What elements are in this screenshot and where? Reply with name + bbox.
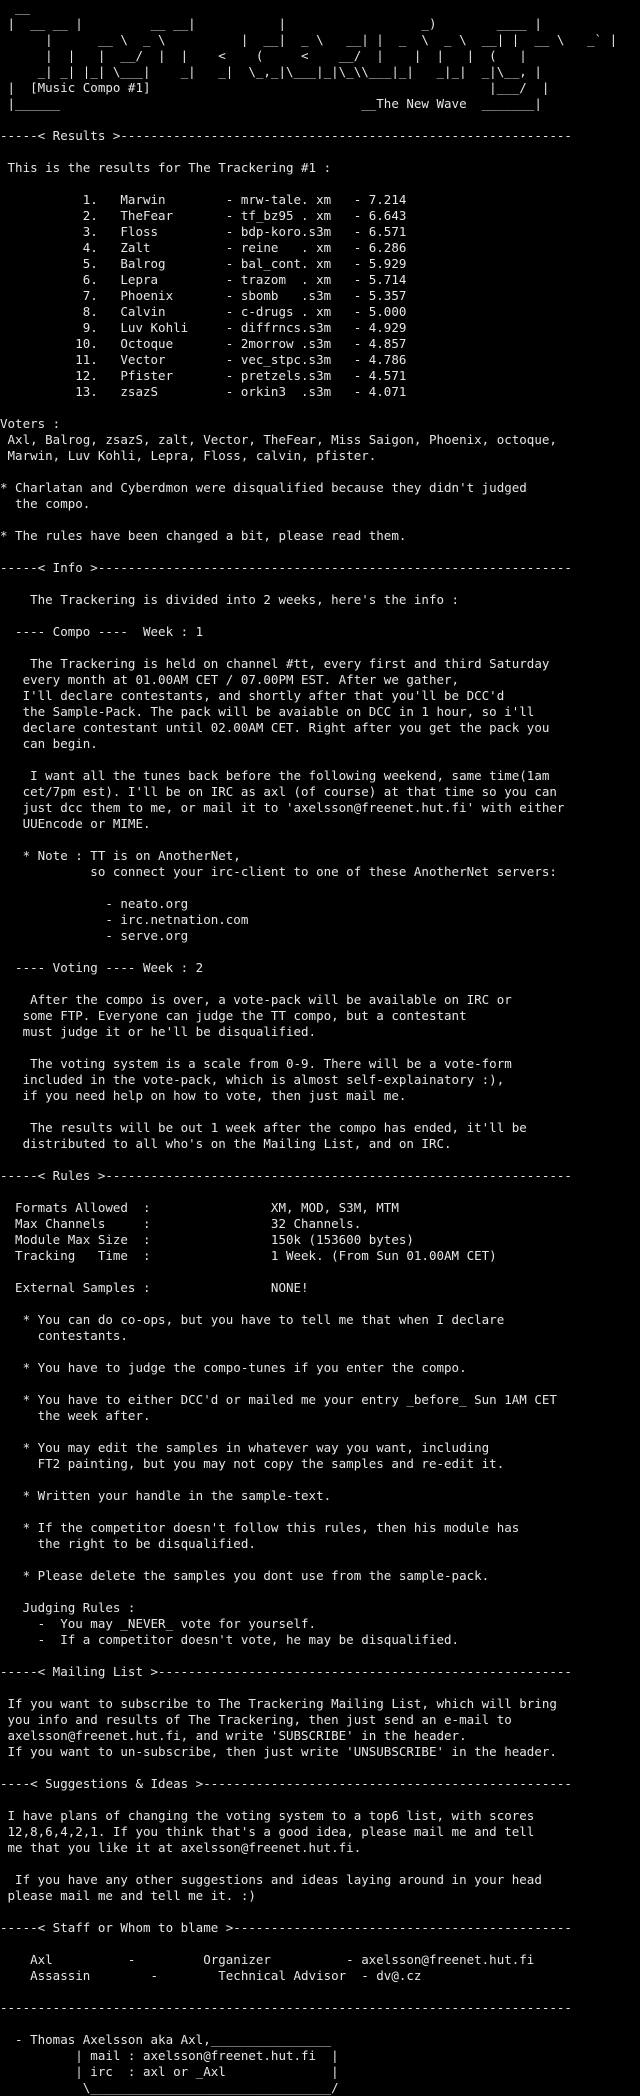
text-line: __ [0,0,535,15]
text-line: 10. Octoque - 2morrow .s3m - 4.857 [0,336,407,351]
text-line: The Trackering is divided into 2 weeks, here's the info : [0,592,460,607]
text-line: I have plans of changing the voting system to a top6 list, with scores [0,1808,535,1823]
text-line: axelsson@freenet.hut.fi, and write 'SUBSCRIBE' in the header. [0,1728,467,1743]
text-line: 6. Lepra - trazom . xm - 5.714 [0,272,407,287]
text-line: Formats Allowed : XM, MOD, S3M, MTM [0,1200,399,1215]
text-line: I'll declare contestants, and shortly after that you'll be DCC'd [0,688,505,703]
text-line: I want all the tunes back before the following weekend, same time(1am [0,768,550,783]
text-line: | __ __ | __ __| | _) ____ | [0,16,542,31]
text-line: 2. TheFear - tf_bz95 . xm - 6.643 [0,208,407,223]
text-line: If you want to un-subscribe, then just write 'UNSUBSCRIBE' in the header. [0,1744,557,1759]
text-line: Module Max Size : 150k (153600 bytes) [0,1232,414,1247]
text-line: | __ \ _ \ | __| _ \ __| | _ \ _ \ __| | __ \ _` | [0,32,618,47]
text-line: * Please delete the samples you dont use from the sample-pack. [0,1568,490,1583]
text-line: declare contestant until 02.00AM CET. Right after you get the pack you [0,720,550,735]
text-line: 4. Zalt - reine . xm - 6.286 [0,240,407,255]
text-line: -----< Rules >-------------------------------------------------------------- [0,1168,572,1183]
text-line: 7. Phoenix - sbomb .s3m - 5.357 [0,288,407,303]
text-line: After the compo is over, a vote-pack will be available on IRC or [0,992,512,1007]
text-line: Axl, Balrog, zsazS, zalt, Vector, TheFear, Miss Saigon, Phoenix, octoque, [0,432,557,447]
text-line: ---- Compo ---- Week : 1 [0,624,204,639]
text-line: If you have any other suggestions and ideas laying around in your head [0,1872,542,1887]
text-line: Voters : [0,416,61,431]
text-line: Judging Rules : [0,1600,136,1615]
text-line: - Thomas Axelsson aka Axl,________________ [0,2032,332,2047]
text-line: * If the competitor doesn't follow this rules, then his module has [0,1520,520,1535]
text-line: 5. Balrog - bal_cont. xm - 5.929 [0,256,407,271]
text-line: ---- Voting ---- Week : 2 [0,960,204,975]
text-line: Assassin - Technical Advisor - dv@.cz [0,1968,422,1983]
text-line: 11. Vector - vec_stpc.s3m - 4.786 [0,352,407,367]
text-line: every month at 01.00AM CET / 07.00PM EST. After we gather, [0,672,460,687]
text-line: The Trackering is held on channel #tt, every first and third Saturday [0,656,550,671]
text-line: | | | __/ | | < ( < __/ | | | | ( | [0,48,527,63]
text-line: * You can do co-ops, but you have to tell me that when I declare [0,1312,505,1327]
text-line: the right to be disqualified. [0,1536,256,1551]
text-line: just dcc them to me, or mail it to 'axelsson@freenet.hut.fi' with either [0,800,565,815]
text-line: The voting system is a scale from 0-9. There will be a vote-form [0,1056,512,1071]
text-line: distributed to all who's on the Mailing List, and on IRC. [0,1136,452,1151]
text-line: 12,8,6,4,2,1. If you think that's a good idea, please mail me and tell [0,1824,535,1839]
text-line: - You may _NEVER_ vote for yourself. [0,1616,317,1631]
text-line: - irc.netnation.com [0,912,249,927]
text-line: me that you like it at axelsson@freenet.hut.fi. [0,1840,362,1855]
text-line: * Charlatan and Cyberdmon were disqualified because they didn't judged [0,480,527,495]
text-line: 9. Luv Kohli - diffrncs.s3m - 4.929 [0,320,407,335]
text-line: included in the vote-pack, which is almost self-explainatory :), [0,1072,505,1087]
text-line: -----< Info >--------------------------------------------------------------- [0,560,572,575]
text-line: please mail me and tell me it. :) [0,1888,256,1903]
text-line: ----< Suggestions & Ideas >------------------------------------------------- [0,1776,572,1791]
text-line: if you need help on how to vote, then just mail me. [0,1088,407,1103]
text-line: some FTP. Everyone can judge the TT compo, but a contestant [0,1008,467,1023]
text-line: 1. Marwin - mrw-tale. xm - 7.214 [0,192,407,207]
text-line: ---------------------------------------------------------------------------- [0,2000,572,2015]
text-line: cet/7pm est). I'll be on IRC as axl (of course) at that time so you can [0,784,557,799]
text-line: the compo. [0,496,91,511]
text-line: * Written your handle in the sample-text. [0,1488,332,1503]
text-line: -----< Staff or Whom to blame >--------------------------------------------- [0,1920,572,1935]
text-line: Max Channels : 32 Channels. [0,1216,362,1231]
text-line: so connect your irc-client to one of these AnotherNet servers: [0,864,557,879]
text-line: * You have to either DCC'd or mailed me your entry _before_ Sun 1AM CET [0,1392,557,1407]
text-line: Marwin, Luv Kohli, Lepra, Floss, calvin, pfister. [0,448,377,463]
text-line: FT2 painting, but you may not copy the samples and re-edit it. [0,1456,505,1471]
text-line: - serve.org [0,928,189,943]
text-line: * You have to judge the compo-tunes if you enter the compo. [0,1360,467,1375]
text-line: |______ __The New Wave _______| [0,96,542,111]
text-line: Axl - Organizer - axelsson@freenet.hut.fi [0,1952,535,1967]
text-line: | mail : axelsson@freenet.hut.fi | [0,2048,339,2063]
text-line: - neato.org [0,896,189,911]
text-line: 3. Floss - bdp-koro.s3m - 6.571 [0,224,407,239]
text-line: contestants. [0,1328,128,1343]
text-line: 13. zsazS - orkin3 .s3m - 4.071 [0,384,407,399]
text-line: \________________________________/ [0,2080,339,2095]
text-line: the week after. [0,1408,151,1423]
text-line: * You may edit the samples in whatever way you want, including [0,1440,490,1455]
text-line: can begin. [0,736,98,751]
text-line: 8. Calvin - c-drugs . xm - 5.000 [0,304,407,319]
text-line: _| _| |_| \___| _| _| \_,_|\___|_|\_\\___|_| _|_| _|\__, | [0,64,542,79]
text-line: must judge it or he'll be disqualified. [0,1024,317,1039]
text-line: * Note : TT is on AnotherNet, [0,848,241,863]
text-line: 12. Pfister - pretzels.s3m - 4.571 [0,368,407,383]
text-line: | [Music Compo #1] |___/ | [0,80,550,95]
text-line: -----< Results >------------------------------------------------------------ [0,128,572,143]
text-line: The results will be out 1 week after the compo has ended, it'll be [0,1120,527,1135]
text-line: * The rules have been changed a bit, please read them. [0,528,407,543]
text-line: - If a competitor doesn't vote, he may be disqualified. [0,1632,460,1647]
text-line: External Samples : NONE! [0,1280,309,1295]
text-line: This is the results for The Trackering #1 : [0,160,332,175]
text-line: the Sample-Pack. The pack will be avaiable on DCC in 1 hour, so i'll [0,704,535,719]
text-line: Tracking Time : 1 Week. (From Sun 01.00AM CET) [0,1248,497,1263]
text-line: -----< Mailing List >------------------------------------------------------- [0,1664,572,1679]
text-line: you info and results of The Trackering, then just send an e-mail to [0,1712,512,1727]
text-line: If you want to subscribe to The Trackering Mailing List, which will bring [0,1696,557,1711]
text-line: UUEncode or MIME. [0,816,151,831]
text-line: | irc : axl or _Axl | [0,2064,339,2079]
